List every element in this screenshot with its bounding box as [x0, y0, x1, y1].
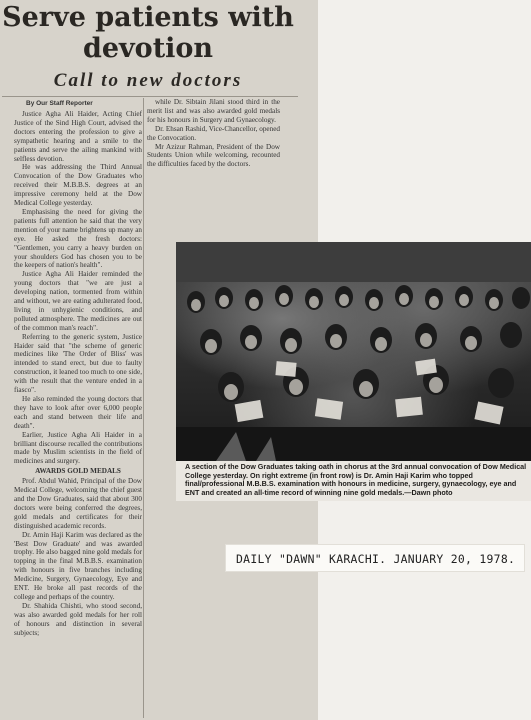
- paragraph: Prof. Abdul Wahid, Principal of the Dow Medical College, welcoming the chief guest and the Dow Graduates, said that about 300 doctors were being conferred the degrees, gold medals and certificates for their distinguished academic records.: [14, 477, 142, 530]
- paragraph: Earlier, Justice Agha Ali Haider in a brilliant discourse recalled the contributions made by Muslim scientists in the field of medicines and surgery.: [14, 430, 142, 466]
- column-divider: [143, 98, 144, 718]
- paragraph: Justice Agha Ali Haider, Acting Chief Justice of the Sind High Court, advised the doctors entering the profession to give a sympathetic hearing and a smile to the patients and serve the ailing mankind with selfless devotion.: [14, 110, 142, 163]
- paragraph: Mr Azizur Rahman, President of the Dow Students Union while welcoming, recounted the difficulties faced by the doctors.: [147, 142, 280, 169]
- byline: By Our Staff Reporter: [26, 100, 93, 107]
- headline-line-2: devotion: [82, 33, 214, 64]
- article-left-column: [14, 110, 142, 637]
- paragraph: He was addressing the Third Annual Convocation of the Dow Graduates who received their M.B.B.S. degrees at an impressive ceremony held at the Dow Medical College yesterday.: [14, 163, 142, 208]
- paragraph: Dr. Shahida Chishti, who stood second, was also awarded gold medals for her roll of honours and distinction in several subjects;: [14, 601, 142, 637]
- subheadline: Call to new doctors: [53, 70, 243, 91]
- header-divider: [2, 96, 298, 97]
- paragraph: He also reminded the young doctors that they have to look after over 6,000 people each and stand between their life and death".: [14, 395, 142, 430]
- article-right-column: [147, 98, 280, 169]
- date-stamp-label: [226, 545, 524, 571]
- section-subheading: AWARDS GOLD MEDALS: [35, 467, 121, 476]
- paragraph: Justice Agha Ali Haider reminded the young doctors that "we are just a developing nation, tormented from within and without, we are eating adulterated food, living in unhygienic conditions, and polluted atmosphere. The medicines are out of the common man's reach".: [14, 270, 142, 332]
- paragraph: Referring to the generic system, Justice Haider said that "the scheme of generic medicines like 'The Order of Bliss' was intended to stand erect, but due to faulty construction, it leaned too much to one side, with the result that the venture ended in a fiasco".: [14, 332, 142, 395]
- headline-line-1: Serve patients with: [2, 2, 294, 33]
- paragraph: while Dr. Sibtain Jilani stood third in the merit list and was also awarded gold medals for his honours in Surgery and Gynaecology.: [147, 98, 280, 124]
- date-stamp-text: DAILY "DAWN" KARACHI. JANUARY 20, 1978.: [236, 552, 516, 566]
- paragraph: Dr. Amin Haji Karim was declared as the 'Best Dow Graduate' and was awarded trophy. He also bagged nine gold medals for topping in the final M.B.B.S. examination with honours in five branches including Medicine, Surgery, Gynaecology, Eye and ENT. He broke all past records of the college and perhaps of the country.: [14, 530, 142, 601]
- photo-graduates-illustration: [176, 242, 531, 461]
- headline: [0, 0, 296, 64]
- paragraph: Emphasising the need for giving the patients full attention he said that the very mention of your name brightens up many an eye. He asked the fresh doctors: "Gentlemen, you carry a heavy burden on your shoulders God has chosen you to be the keepers of nation's health".: [14, 207, 142, 270]
- paragraph: Dr. Ehsan Rashid, Vice-Chancellor, opened the Convocation.: [147, 124, 280, 142]
- photo-caption: A section of the Dow Graduates taking oath in chorus at the 3rd annual convocation of Dow Medical College yesterday. On right extreme (in front row) is Dr. Amin Haji Karim who topped final/professional M.B.B.S. examination with honours in medicine, surgery, gynaecology, eye and ENT and created an all-time record of winning nine gold medals.—Dawn photo: [185, 462, 527, 497]
- convocation-photo: [176, 242, 531, 461]
